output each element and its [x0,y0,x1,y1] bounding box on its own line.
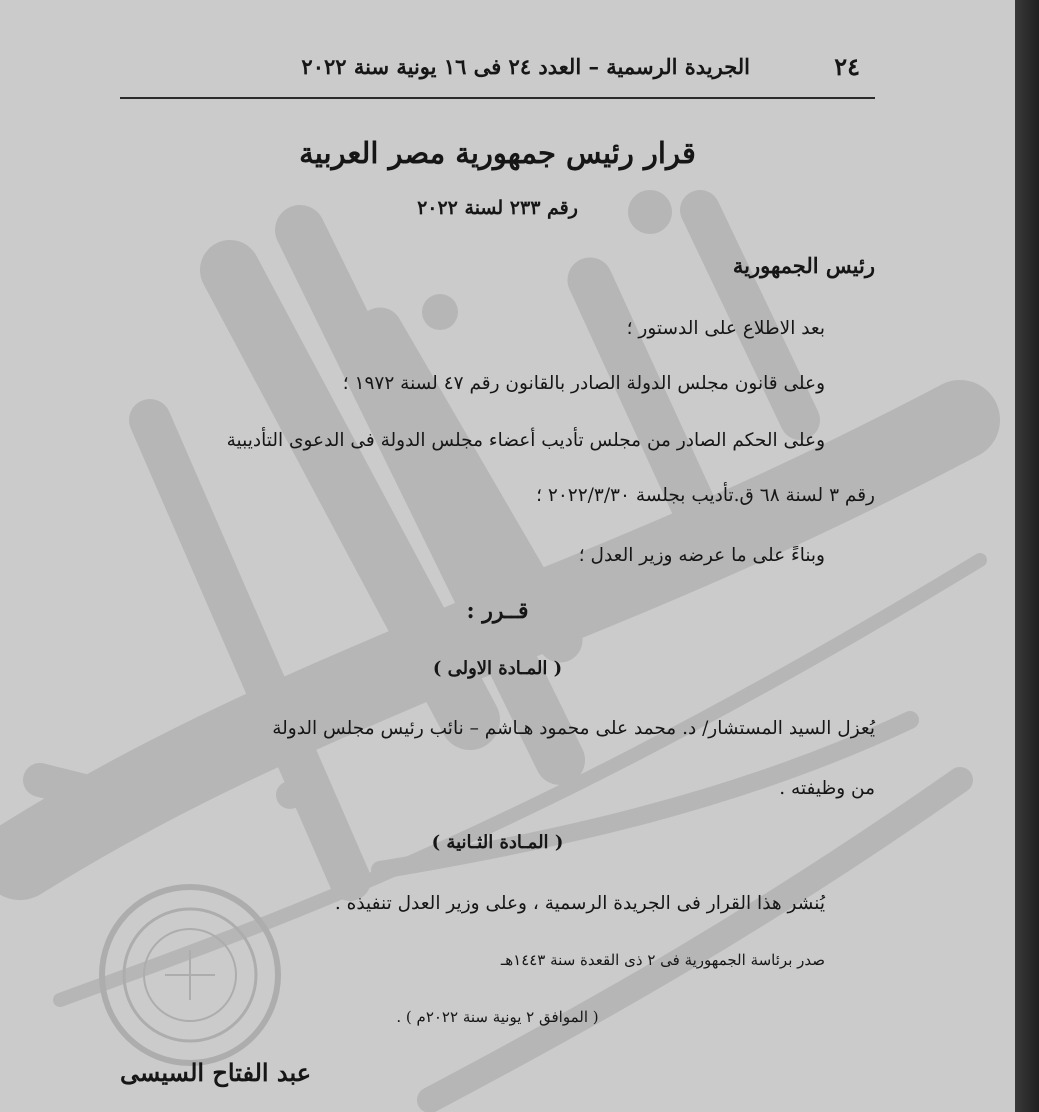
viewer-edge [1015,0,1039,1112]
article-1-line: يُعزل السيد المستشار/ د. محمد على محمود هـاشم – نائب رئيس مجلس الدولة [272,718,875,739]
issuer-heading: رئيس الجمهورية [732,253,875,278]
header-divider [120,97,875,99]
decree-title: قرار رئيس جمهورية مصر العربية [299,136,696,170]
article-1-line: من وظيفته . [779,778,875,799]
signature: عبد الفتاح السيسى [120,1058,312,1087]
gazette-title: الجريدة الرسمية – العدد ٢٤ فى ١٦ يونية سنة ٢٠٢٢ [301,54,750,79]
article-1-heading: ( المـادة الاولى ) [432,658,563,679]
page-number: ٢٤ [834,52,860,81]
page-header [250,52,860,86]
preamble-line: وعلى الحكم الصادر من مجلس تأديب أعضاء مجلس الدولة فى الدعوى التأديبية [226,430,825,451]
decides-heading: قــرر : [466,598,529,624]
article-2-text: يُنشر هذا القرار فى الجريدة الرسمية ، وعلى وزير العدل تنفيذه . [334,893,825,914]
issued-date: صدر برئاسة الجمهورية فى ٢ ذى القعدة سنة ١٤٤٣هـ [500,951,825,969]
gregorian-date: ( الموافق ٢ يونية سنة ٢٠٢٢م ) . [396,1008,599,1026]
decree-number: رقم ٢٣٣ لسنة ٢٠٢٢ [417,197,578,219]
preamble-line: رقم ٣ لسنة ٦٨ ق.تأديب بجلسة ٢٠٢٢/٣/٣٠ ؛ [536,485,875,506]
preamble-line: وبناءً على ما عرضه وزير العدل ؛ [578,545,825,566]
preamble-line: وعلى قانون مجلس الدولة الصادر بالقانون رقم ٤٧ لسنة ١٩٧٢ ؛ [342,373,825,394]
article-2-heading: ( المـادة الثـانية ) [431,832,564,853]
preamble-line: بعد الاطلاع على الدستور ؛ [626,318,825,339]
